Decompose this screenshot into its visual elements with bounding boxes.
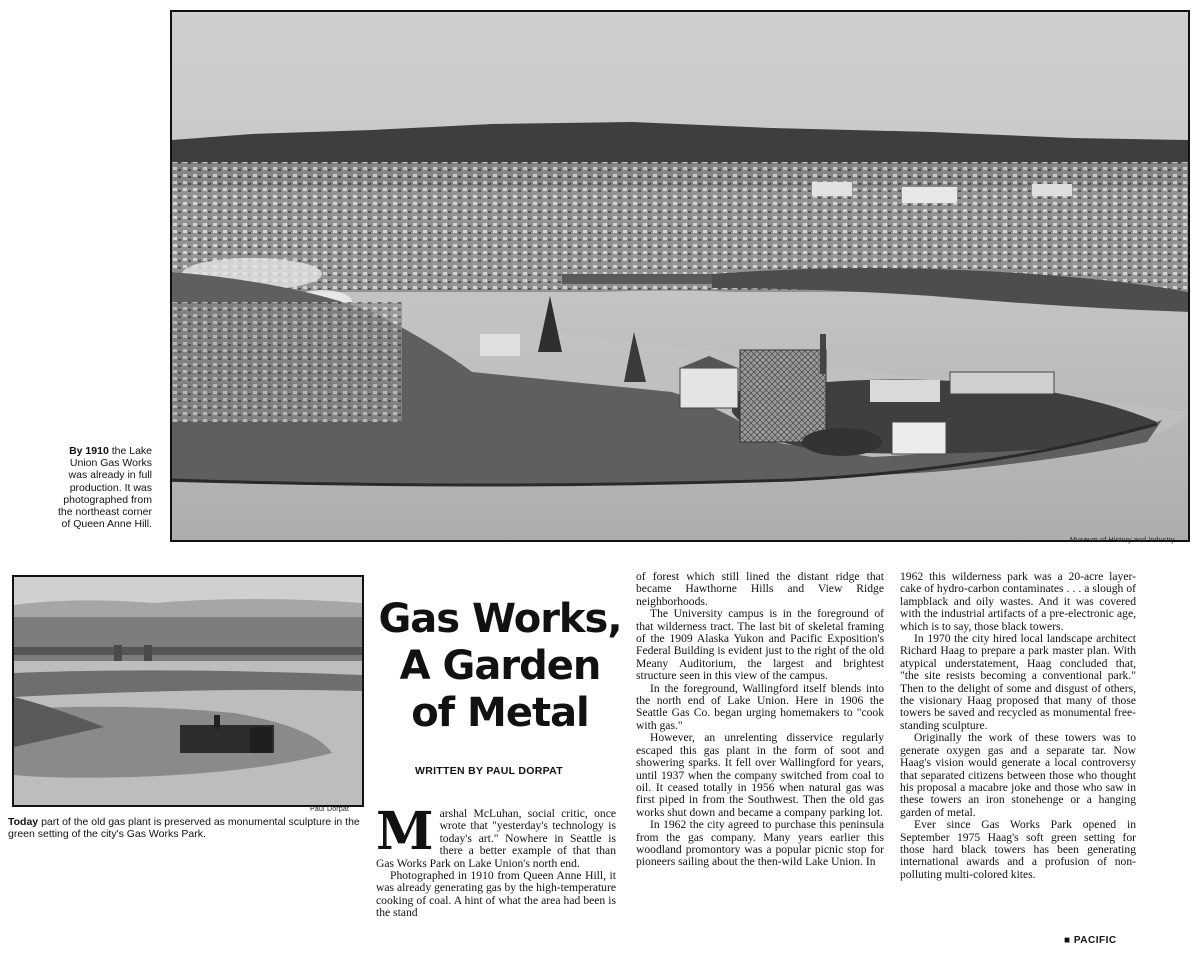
article-column-2 <box>636 571 884 869</box>
column-2-paragraph-5: In 1962 the city agreed to purchase this peninsula from the gas company. Many years earlier this woodland promontory was a popular picnic stop for pioneers sailing about the then-wild Lake Union. In <box>636 818 884 869</box>
small-photo-caption <box>8 816 360 840</box>
column-2-paragraph-3: In the foreground, Wallingford itself blends into the north end of Lake Union. Here in 1906 the Seattle Gas Co. began urging homemakers to "cook with gas." <box>636 681 884 732</box>
column-3-paragraph-2: In 1970 the city hired local landscape architect Richard Haag to prepare a park master plan. With atypical understatement, Haag concluded that, "the site resists becoming a conventional park." Then to the delight of some and disgust of others, the visionary Haag proposed that many of those towers be saved and recycled as monumental free-standing sculpture. <box>900 632 1136 732</box>
small-photo-credit: Paul Dorpat <box>310 806 350 813</box>
column-3-paragraph-1: 1962 this wilderness park was a 20-acre layer-cake of hydro-carbon contaminates . . . a slough of lampblack and oily wastes. And it was covered with the industrial artifacts of a pre-electronic age, which is to say, those black towers. <box>900 570 1136 633</box>
main-caption-lead: By 1910 <box>69 445 109 457</box>
article-column-1 <box>376 801 616 920</box>
headline-line-1: Gas Works, <box>378 596 622 642</box>
column-3-paragraph-4: Ever since Gas Works Park opened in September 1975 Haag's soft green setting for those hard black towers has been generating international awards and a profusion of non-polluting multi-colored kites. <box>900 818 1136 881</box>
small-caption-text: part of the old gas plant is preserved as monumental sculpture in the green setting of the city's Gas Works Park. <box>8 816 360 841</box>
column-1-paragraph-1: arshal McLuhan, social critic, once wrote that "yesterday's technology is today's art." Nowhere in Seattle is there a better example of that than Gas Works Park on Lake Union's north end. <box>376 807 616 870</box>
column-3-paragraph-3: Originally the work of these towers was to generate oxygen gas and a separate tar. Now Haag's vision would generate a local controversy that separated citizens between those who thought his proposal a macabre joke and those who saw in these towers an iron stonehenge or a hanging garden of metal. <box>900 731 1136 819</box>
section-end-mark: ■ PACIFIC <box>1064 935 1117 946</box>
headline-line-2: A Garden <box>399 643 601 689</box>
column-2-paragraph-4: However, an unrelenting disservice regularly escaped this gas plant in the form of soot and showering sparks. It fell over Wallingford for years, until 1937 when the company switched from coal to oil. It ceased totally in 1956 when natural gas was first piped in from the Southwest. Then the old gas works shut down and became a company parking lot. <box>636 731 884 819</box>
column-2-paragraph-2: The University campus is in the foreground of that wilderness tract. The last bit of skeletal framing of the 1909 Alaska Yukon and Pacific Exposition's Federal Building is evident just to the right of the old Meany Auditorium, the largest and brightest structure seen in this view of the campus. <box>636 607 884 683</box>
main-caption-text: the Lake Union Gas Works was already in full production. It was photographed from the northeast corner of Queen Anne Hill. <box>58 445 152 531</box>
column-1-paragraph-2: Photographed in 1910 from Queen Anne Hill, it was already generating gas by the high-temperature cooking of coal. A hint of what the area had been is the stand <box>376 869 616 920</box>
column-2-paragraph-1: of forest which still lined the distant ridge that became Hawthorne Hills and View Ridge neighborhoods. <box>636 570 884 608</box>
article-headline <box>378 596 622 737</box>
gas-works-park-image <box>14 577 362 805</box>
main-photo-caption <box>52 445 152 530</box>
small-modern-photo <box>12 575 364 807</box>
main-photo-credit: Museum of History and Industry <box>1070 537 1175 544</box>
main-historic-photo <box>170 10 1190 542</box>
article-column-3 <box>900 571 1136 881</box>
small-caption-lead: Today <box>8 816 39 828</box>
byline: WRITTEN BY PAUL DORPAT <box>415 765 563 777</box>
gas-works-1910-image <box>172 12 1188 540</box>
headline-line-3: of Metal <box>411 690 589 736</box>
drop-cap: M <box>376 801 434 862</box>
